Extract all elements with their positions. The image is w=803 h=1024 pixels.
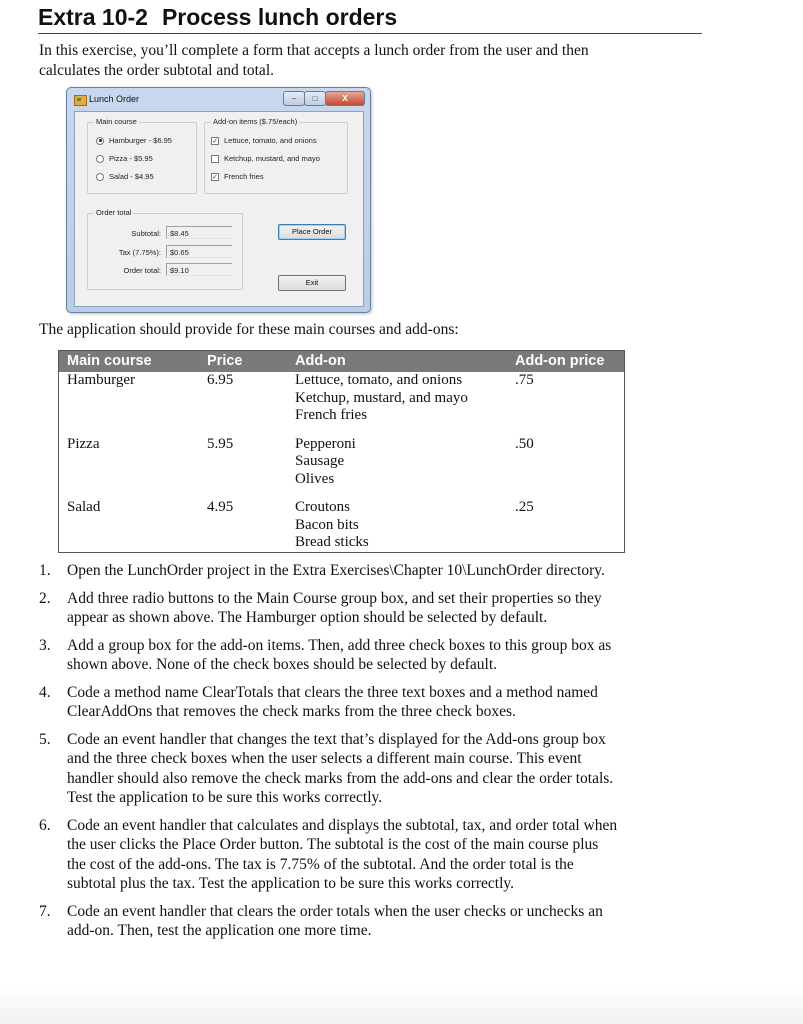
addons-caption: Add-on items ($.75/each) bbox=[213, 117, 298, 126]
check-ketchup[interactable] bbox=[211, 154, 320, 163]
cell-course: Pizza bbox=[67, 435, 100, 452]
intro-paragraph: In this exercise, you’ll complete a form that accepts a lunch order from the user and then calculates the order subtotal and total. bbox=[39, 42, 589, 79]
page-title bbox=[38, 3, 702, 34]
window-title: Lunch Order bbox=[89, 94, 140, 104]
addon-item: Bacon bits bbox=[295, 516, 359, 533]
form-client-area bbox=[74, 111, 364, 307]
lunch-order-window bbox=[66, 87, 371, 313]
exercise-title: Process lunch orders bbox=[161, 4, 398, 30]
table-row bbox=[59, 436, 625, 500]
maximize-button[interactable]: □ bbox=[304, 91, 326, 106]
addon-item: Bread sticks bbox=[295, 534, 369, 550]
header-price: Price bbox=[207, 351, 295, 373]
addon-item: Olives bbox=[295, 470, 335, 487]
step-number: 1. bbox=[39, 562, 51, 579]
main-course-caption: Main course bbox=[96, 117, 137, 126]
table-row bbox=[59, 499, 625, 552]
radio-salad-label: Salad - $4.95 bbox=[109, 172, 154, 181]
subtotal-field[interactable]: $8.45 bbox=[166, 226, 232, 239]
check-lettuce-box[interactable]: ✓ bbox=[212, 137, 218, 145]
check-fries-box[interactable]: ✓ bbox=[212, 173, 218, 181]
app-icon bbox=[74, 95, 87, 106]
place-order-button[interactable]: Place Order bbox=[278, 224, 346, 240]
cell-addons bbox=[295, 436, 515, 500]
radio-pizza-indicator[interactable] bbox=[96, 155, 104, 163]
order-total-label: Order total: bbox=[123, 266, 161, 275]
step-text: Code an event handler that changes the text that’s displayed for the Add-ons group box and the three check boxes when the user selects a different main course. This event handler should also remove the check marks from the add-ons and clear the order totals. Test the application to be sure this works correctly. bbox=[67, 730, 614, 806]
order-total-caption: Order total bbox=[96, 208, 132, 217]
check-lettuce[interactable] bbox=[211, 136, 317, 145]
exit-button[interactable]: Exit bbox=[278, 275, 346, 291]
steps-list bbox=[39, 561, 619, 949]
radio-pizza[interactable] bbox=[96, 154, 153, 163]
cell-addons bbox=[295, 372, 515, 436]
header-addon: Add-on bbox=[295, 351, 515, 373]
cell-price: 4.95 bbox=[207, 499, 234, 515]
cell-addon-price: .50 bbox=[515, 435, 534, 452]
radio-hamburger-label: Hamburger - $6.95 bbox=[109, 136, 172, 145]
addons-group bbox=[204, 117, 348, 194]
tax-label: Tax (7.75%): bbox=[118, 248, 161, 257]
step-number: 7. bbox=[39, 902, 51, 920]
addon-item: Ketchup, mustard, and mayo bbox=[295, 389, 468, 406]
table-row bbox=[59, 372, 625, 436]
check-ketchup-label: Ketchup, mustard, and mayo bbox=[224, 154, 320, 163]
close-button[interactable]: X bbox=[325, 91, 365, 106]
main-course-group bbox=[87, 117, 197, 194]
step-number: 6. bbox=[39, 816, 51, 834]
cell-addons bbox=[295, 499, 515, 552]
cell-price: 6.95 bbox=[207, 372, 234, 388]
step-text: Add a group box for the add-on items. Then, add three check boxes to this group box as shown above. None of the check boxes should be selected by default. bbox=[67, 636, 612, 673]
addon-item: Pepperoni bbox=[295, 435, 356, 452]
subtotal-label: Subtotal: bbox=[131, 229, 161, 238]
addon-item: French fries bbox=[295, 407, 368, 423]
tax-field[interactable]: $0.65 bbox=[166, 245, 232, 258]
radio-hamburger[interactable] bbox=[96, 136, 172, 145]
step-number: 2. bbox=[39, 589, 51, 607]
menu-table bbox=[58, 350, 625, 553]
check-fries[interactable] bbox=[211, 172, 264, 181]
header-main-course: Main course bbox=[59, 351, 208, 373]
check-fries-label: French fries bbox=[224, 172, 264, 181]
minimize-button[interactable]: – bbox=[283, 91, 305, 106]
radio-pizza-label: Pizza - $5.95 bbox=[109, 154, 153, 163]
step-text: Open the LunchOrder project in the Extra Exercises\Chapter 10\LunchOrder directory. bbox=[67, 562, 605, 579]
cell-addon-price: .75 bbox=[515, 372, 534, 388]
cell-addon-price: .25 bbox=[515, 499, 534, 515]
step-item bbox=[39, 589, 619, 628]
step-number: 4. bbox=[39, 683, 51, 701]
step-text: Code a method name ClearTotals that clears the three text boxes and a method named ClearAddOns that removes the check marks from the three check boxes. bbox=[67, 683, 598, 720]
check-ketchup-box[interactable] bbox=[211, 155, 219, 163]
step-number: 5. bbox=[39, 730, 51, 748]
cell-course: Salad bbox=[67, 499, 101, 515]
radio-hamburger-indicator[interactable] bbox=[96, 137, 104, 145]
addon-item: Sausage bbox=[295, 453, 345, 469]
check-lettuce-label: Lettuce, tomato, and onions bbox=[224, 136, 317, 145]
addon-item: Croutons bbox=[295, 499, 351, 515]
addon-item: Lettuce, tomato, and onions bbox=[295, 372, 463, 388]
step-text: Code an event handler that clears the order totals when the user checks or unchecks an add-on. Then, test the application one more time. bbox=[67, 902, 603, 939]
step-text: Code an event handler that calculates and displays the subtotal, tax, and order total when the user clicks the Place Order button. The subtotal is the cost of the main course plus the cost of the add-ons. The tax is 7.75% of the subtotal. And the order total is the subtotal plus the tax. Test the application to be sure this works correctly. bbox=[67, 816, 618, 892]
step-item bbox=[39, 902, 619, 941]
step-item bbox=[39, 730, 619, 808]
radio-salad-indicator[interactable] bbox=[96, 173, 104, 181]
step-item bbox=[39, 816, 619, 894]
table-header-row bbox=[59, 351, 625, 373]
step-text: Add three radio buttons to the Main Course group box, and set their properties so they appear as shown above. The Hamburger option should be selected by default. bbox=[67, 589, 602, 626]
window-titlebar bbox=[67, 88, 370, 110]
exercise-number: Extra 10-2 bbox=[38, 4, 148, 30]
page-bottom-shadow bbox=[0, 984, 803, 1024]
step-item bbox=[39, 561, 619, 581]
table-intro: The application should provide for these main courses and add-ons: bbox=[39, 321, 459, 338]
step-number: 3. bbox=[39, 636, 51, 654]
radio-salad[interactable] bbox=[96, 172, 154, 181]
step-item bbox=[39, 683, 619, 722]
cell-course: Hamburger bbox=[67, 372, 136, 388]
order-total-field[interactable]: $9.10 bbox=[166, 263, 232, 276]
step-item bbox=[39, 636, 619, 675]
header-addon-price: Add-on price bbox=[515, 351, 625, 373]
cell-price: 5.95 bbox=[207, 435, 234, 452]
